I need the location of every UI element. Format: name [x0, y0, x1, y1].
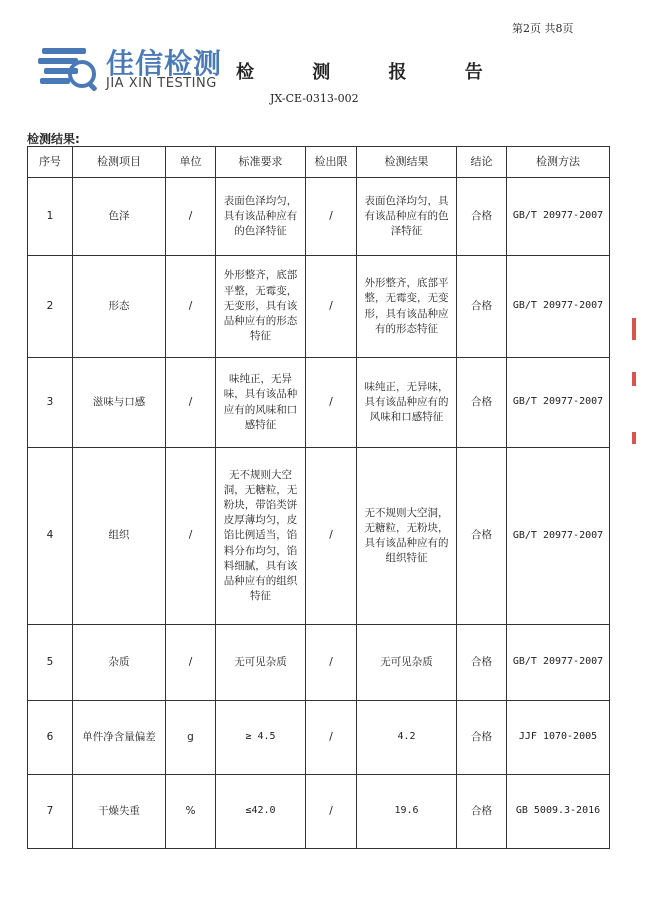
cell-result: 19.6 [357, 775, 457, 849]
cell-unit: / [166, 256, 216, 358]
logo-emblem-icon [36, 44, 100, 92]
cell-conclusion: 合格 [457, 775, 507, 849]
header-conclusion: 结论 [457, 147, 507, 178]
cell-unit: / [166, 178, 216, 256]
report-title: 检 测 报 告 [236, 62, 509, 83]
cell-unit: % [166, 775, 216, 849]
cell-limit: / [306, 775, 357, 849]
cell-unit: / [166, 625, 216, 701]
cell-method: GB/T 20977-2007 [507, 178, 610, 256]
cell-result: 表面色泽均匀，具有该品种应有的色泽特征 [357, 178, 457, 256]
cell-item: 单件净含量偏差 [73, 701, 166, 775]
cell-item: 形态 [73, 256, 166, 358]
cell-conclusion: 合格 [457, 448, 507, 625]
cell-requirement: ≥ 4.5 [216, 701, 306, 775]
seal-edge-mark [632, 372, 636, 386]
report-number: JX-CE-0313-002 [270, 92, 359, 105]
cell-method: GB/T 20977-2007 [507, 625, 610, 701]
table-row [28, 448, 610, 625]
cell-requirement: 无不规则大空洞，无糖粒，无粉块，带馅类饼皮厚薄均匀，皮馅比例适当，馅料分布均匀，馅料细腻，具有该品种应有的组织特征 [216, 448, 306, 625]
cell-no: 7 [28, 775, 73, 849]
table-row [28, 625, 610, 701]
cell-unit: / [166, 448, 216, 625]
header-item: 检测项目 [73, 147, 166, 178]
cell-conclusion: 合格 [457, 358, 507, 448]
cell-no: 5 [28, 625, 73, 701]
cell-item: 杂质 [73, 625, 166, 701]
header-result: 检测结果 [357, 147, 457, 178]
cell-unit: g [166, 701, 216, 775]
logo-english-name: JIA XIN TESTING [106, 76, 217, 91]
header-limit: 检出限 [306, 147, 357, 178]
seal-edge-mark [632, 318, 636, 340]
header-no: 序号 [28, 147, 73, 178]
cell-requirement: 表面色泽均匀，具有该品种应有的色泽特征 [216, 178, 306, 256]
cell-conclusion: 合格 [457, 701, 507, 775]
cell-item: 干燥失重 [73, 775, 166, 849]
cell-result: 味纯正，无异味，具有该品种应有的风味和口感特征 [357, 358, 457, 448]
table-row [28, 178, 610, 256]
cell-limit: / [306, 178, 357, 256]
seal-edge-mark [632, 432, 636, 444]
cell-method: GB/T 20977-2007 [507, 256, 610, 358]
cell-limit: / [306, 358, 357, 448]
cell-no: 2 [28, 256, 73, 358]
cell-conclusion: 合格 [457, 625, 507, 701]
cell-no: 4 [28, 448, 73, 625]
cell-limit: / [306, 625, 357, 701]
cell-method: GB 5009.3-2016 [507, 775, 610, 849]
cell-item: 色泽 [73, 178, 166, 256]
cell-method: GB/T 20977-2007 [507, 448, 610, 625]
cell-method: GB/T 20977-2007 [507, 358, 610, 448]
cell-requirement: ≤42.0 [216, 775, 306, 849]
cell-requirement: 无可见杂质 [216, 625, 306, 701]
cell-requirement: 味纯正，无异味，具有该品种应有的风味和口感特征 [216, 358, 306, 448]
table-row [28, 256, 610, 358]
logo-chinese-name: 佳信检测 [106, 47, 223, 80]
table-row [28, 358, 610, 448]
header-unit: 单位 [166, 147, 216, 178]
cell-result: 无可见杂质 [357, 625, 457, 701]
cell-no: 3 [28, 358, 73, 448]
cell-result: 无不规则大空洞，无糖粒，无粉块，具有该品种应有的组织特征 [357, 448, 457, 625]
table-row [28, 775, 610, 849]
cell-limit: / [306, 256, 357, 358]
results-table [27, 146, 610, 849]
cell-unit: / [166, 358, 216, 448]
cell-requirement: 外形整齐，底部平整，无霉变，无变形，具有该品种应有的形态特征 [216, 256, 306, 358]
cell-item: 组织 [73, 448, 166, 625]
cell-method: JJF 1070-2005 [507, 701, 610, 775]
cell-item: 滋味与口感 [73, 358, 166, 448]
cell-conclusion: 合格 [457, 256, 507, 358]
header-requirement: 标准要求 [216, 147, 306, 178]
cell-no: 1 [28, 178, 73, 256]
table-header-row [28, 147, 610, 178]
cell-result: 4.2 [357, 701, 457, 775]
section-label: 检测结果: [27, 132, 80, 146]
company-logo [36, 40, 226, 95]
cell-conclusion: 合格 [457, 178, 507, 256]
cell-limit: / [306, 701, 357, 775]
cell-limit: / [306, 448, 357, 625]
cell-no: 6 [28, 701, 73, 775]
page-number: 第2页 共8页 [512, 22, 574, 35]
header-method: 检测方法 [507, 147, 610, 178]
cell-result: 外形整齐，底部平整，无霉变，无变形，具有该品种应有的形态特征 [357, 256, 457, 358]
table-row [28, 701, 610, 775]
